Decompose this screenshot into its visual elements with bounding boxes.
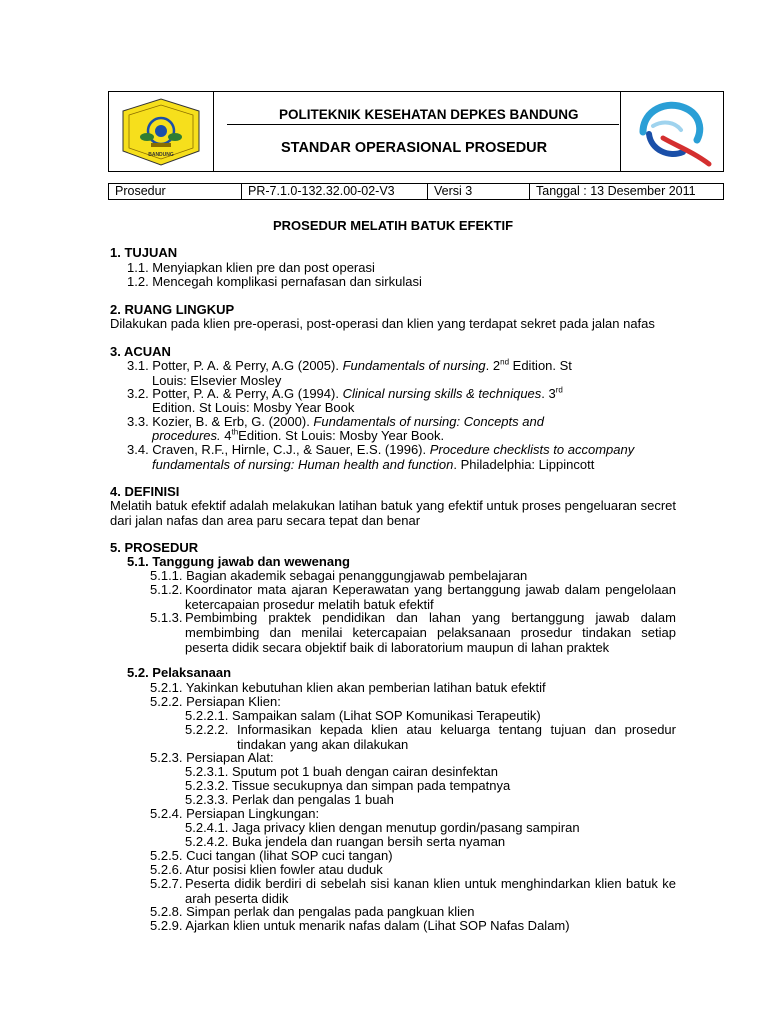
quality-logo-cell	[620, 92, 723, 171]
header-divider	[227, 124, 619, 125]
list-item: 5.2.3.3. Perlak dan pengalas 1 buah	[185, 792, 394, 807]
reference-3-cont: procedures. 4thEdition. St Louis: Mosby Year Book.	[152, 427, 445, 443]
list-item: Koordinator mata ajaran Keperawatan yang bertanggung jawab dalam pengelolaan ketercapaian prosedur melatih batuk efektif	[185, 582, 676, 612]
list-item-number: 5.2.7.	[150, 876, 183, 891]
list-item: 5.2.8. Simpan perlak dan pengalas pada pangkuan klien	[150, 904, 475, 919]
reference-4-cont: fundamentals of nursing: Human health and function. Philadelphia: Lippincott	[152, 457, 595, 472]
list-item: 5.2.2.1. Sampaikan salam (Lihat SOP Komunikasi Terapeutik)	[185, 708, 541, 723]
document-type: STANDAR OPERASIONAL PROSEDUR	[281, 140, 548, 156]
list-item: 5.1.1. Bagian akademik sebagai penanggungjawab pembelajaran	[150, 568, 528, 583]
list-item: 5.2.6. Atur posisi klien fowler atau duduk	[150, 862, 383, 877]
list-item-number: 5.2.2.2.	[185, 722, 229, 737]
definition-text: Melatih batuk efektif adalah melakukan latihan batuk yang efektif untuk proses pengeluaran secret dari jalan nafas dan area paru secara tepat dan benar	[110, 498, 676, 528]
subsection-5-2: 5.2. Pelaksanaan	[127, 665, 232, 680]
procedure-title: PROSEDUR MELATIH BATUK EFEKTIF	[273, 218, 514, 233]
scope-text: Dilakukan pada klien pre-operasi, post-operasi dan klien yang terdapat sekret pada jalan nafas	[110, 316, 655, 331]
reference-1: 3.1. Potter, P. A. & Perry, A.G (2005). Fundamentals of nursing. 2nd Edition. St	[127, 357, 572, 373]
list-item-number: 5.1.3.	[150, 610, 183, 625]
list-item: Peserta didik berdiri di sebelah sisi kanan klien untuk menghindarkan klien batuk ke arah peserta didik	[185, 876, 676, 906]
list-item: 5.2.4.1. Jaga privacy klien dengan menutup gordin/pasang sampiran	[185, 820, 580, 835]
list-item: Pembimbing praktek pendidikan dan lahan yang bertanggung jawab dalam membimbing dan menilai ketercapaian pelaksanaan prosedur tindakan setiap peserta didik secara objektif baik di laboratorium maupun di lahan praktek	[185, 610, 676, 655]
list-item: 5.2.1. Yakinkan kebutuhan klien akan pemberian latihan batuk efektif	[150, 680, 546, 695]
list-item: 1.1. Menyiapkan klien pre dan post operasi	[127, 260, 375, 275]
section-5-heading: 5. PROSEDUR	[110, 540, 199, 555]
reference-2: 3.2. Potter, P. A. & Perry, A.G (1994). Clinical nursing skills & techniques. 3rd	[127, 385, 563, 401]
list-item: 5.2.3.1. Sputum pot 1 buah dengan cairan desinfektan	[185, 764, 498, 779]
logo-cell	[109, 92, 214, 171]
list-item: 5.2.4. Persiapan Lingkungan:	[150, 806, 320, 821]
meta-version: Versi 3	[427, 184, 529, 199]
quality-logo-icon	[623, 94, 719, 170]
list-item-number: 5.1.2.	[150, 582, 183, 597]
list-item: 5.2.3. Persiapan Alat:	[150, 750, 274, 765]
meta-type: Prosedur	[115, 184, 166, 198]
institution-name: POLITEKNIK KESEHATAN DEPKES BANDUNG	[279, 107, 579, 122]
meta-code: PR-7.1.0-132.32.00-02-V3	[241, 184, 427, 199]
header-box	[108, 91, 724, 172]
section-1-heading: 1. TUJUAN	[110, 245, 178, 260]
section-4-heading: 4. DEFINISI	[110, 484, 180, 499]
document-meta-row	[108, 183, 724, 200]
list-item: Informasikan kepada klien atau keluarga tentang tujuan dan prosedur tindakan yang akan dilakukan	[237, 722, 676, 752]
list-item: 5.2.5. Cuci tangan (lihat SOP cuci tangan)	[150, 848, 393, 863]
list-item: 5.2.2. Persiapan Klien:	[150, 694, 281, 709]
list-item: 5.2.3.2. Tissue secukupnya dan simpan pada tempatnya	[185, 778, 511, 793]
reference-2-cont: Edition. St Louis: Mosby Year Book	[152, 400, 355, 415]
list-item: 5.2.9. Ajarkan klien untuk menarik nafas dalam (Lihat SOP Nafas Dalam)	[150, 918, 570, 933]
section-2-heading: 2. RUANG LINGKUP	[110, 302, 235, 317]
section-3-heading: 3. ACUAN	[110, 344, 171, 359]
subsection-5-1: 5.1. Tanggung jawab dan wewenang	[127, 554, 350, 569]
reference-4: 3.4. Craven, R.F., Hirnle, C.J., & Sauer, E.S. (1996). Procedure checklists to accompany	[127, 442, 635, 457]
reference-3: 3.3. Kozier, B. & Erb, G. (2000). Fundamentals of nursing: Concepts and	[127, 414, 544, 429]
logo-caption: BANDUNG	[148, 152, 174, 158]
list-item: 5.2.4.2. Buka jendela dan ruangan bersih serta nyaman	[185, 834, 506, 849]
reference-1-cont: Louis: Elsevier Mosley	[152, 373, 282, 388]
meta-date: Tanggal : 13 Desember 2011	[529, 184, 725, 199]
list-item: 1.2. Mencegah komplikasi pernafasan dan sirkulasi	[127, 274, 422, 289]
institution-logo	[111, 93, 211, 171]
